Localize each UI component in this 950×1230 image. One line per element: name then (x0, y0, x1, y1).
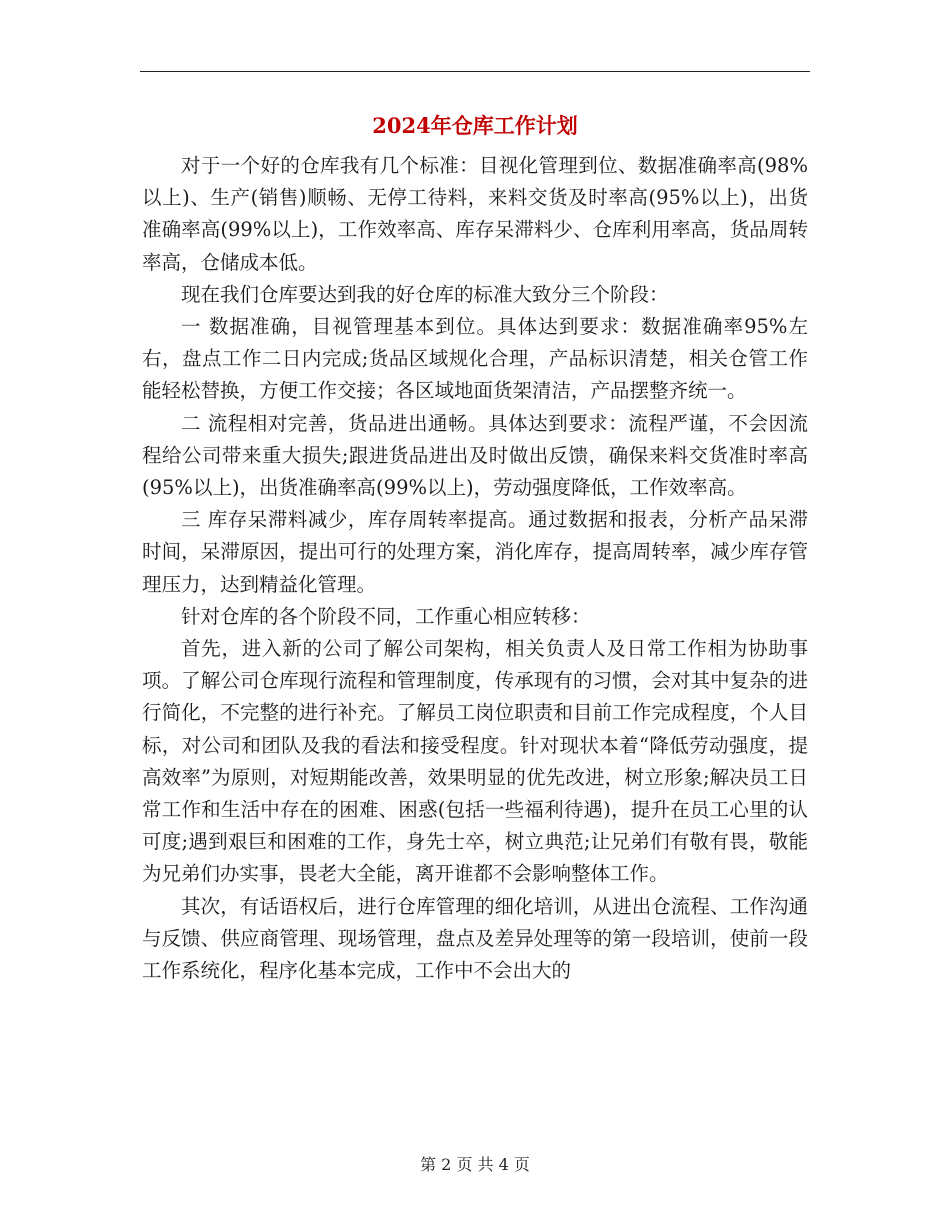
page-number-footer: 第 2 页 共 4 页 (420, 1155, 530, 1174)
paragraph: 二 流程相对完善，货品进出通畅。具体达到要求：流程严谨，不会因流程给公司带来重大损失;跟进货品进出及时做出反馈，确保来料交货准时率高(95%以上)，出货准确率高(99%以上)，劳动强度降低，工作效率高。 (142, 411, 808, 500)
document-title: 2024年仓库工作计划 (372, 113, 578, 138)
paragraph: 对于一个好的仓库我有几个标准：目视化管理到位、数据准确率高(98%以上)、生产(销售)顺畅、无停工待料，来料交货及时率高(95%以上)，出货准确率高(99%以上)，工作效率高、库存呆滞料少、仓库利用率高，货品周转率高，仓储成本低。 (142, 154, 808, 274)
document-body (142, 150, 808, 987)
paragraph: 针对仓库的各个阶段不同，工作重心相应转移： (181, 604, 591, 628)
paragraph: 其次，有话语权后，进行仓库管理的细化培训，从进出仓流程、工作沟通与反馈、供应商管理、现场管理，盘点及差异处理等的第一段培训，使前一段工作系统化，程序化基本完成，工作中不会出大的 (142, 894, 808, 983)
paragraph: 现在我们仓库要达到我的好仓库的标准大致分三个阶段： (181, 282, 669, 306)
header-rule (140, 71, 810, 72)
paragraph: 三 库存呆滞料减少，库存周转率提高。通过数据和报表，分析产品呆滞时间，呆滞原因，提出可行的处理方案，消化库存，提高周转率，减少库存管理压力，达到精益化管理。 (142, 508, 808, 596)
paragraph: 首先，进入新的公司了解公司架构，相关负责人及日常工作相为协助事项。了解公司仓库现行流程和管理制度，传承现有的习惯，会对其中复杂的进行简化，不完整的进行补充。了解员工岗位职责和目前工作完成程度，个人目标，对公司和团队及我的看法和接受程度。针对现状本着“降低劳动强度，提高效率”为原则，对短期能改善，效果明显的优先改进，树立形象;解决员工日常工作和生活中存在的困难、困惑(包括一些福利待遇)，提升在员工心里的认可度;遇到艰巨和困难的工作，身先士卒，树立典范;让兄弟们有敬有畏，敬能为兄弟们办实事，畏老大全能，离开谁都不会影响整体工作。 (142, 637, 808, 886)
paragraph: 一 数据准确，目视管理基本到位。具体达到要求：数据准确率95%左右，盘点工作二日内完成;货品区域规化合理，产品标识清楚，相关仓管工作能轻松替换，方便工作交接；各区域地面货架清洁，产品摆整齐统一。 (142, 315, 808, 403)
